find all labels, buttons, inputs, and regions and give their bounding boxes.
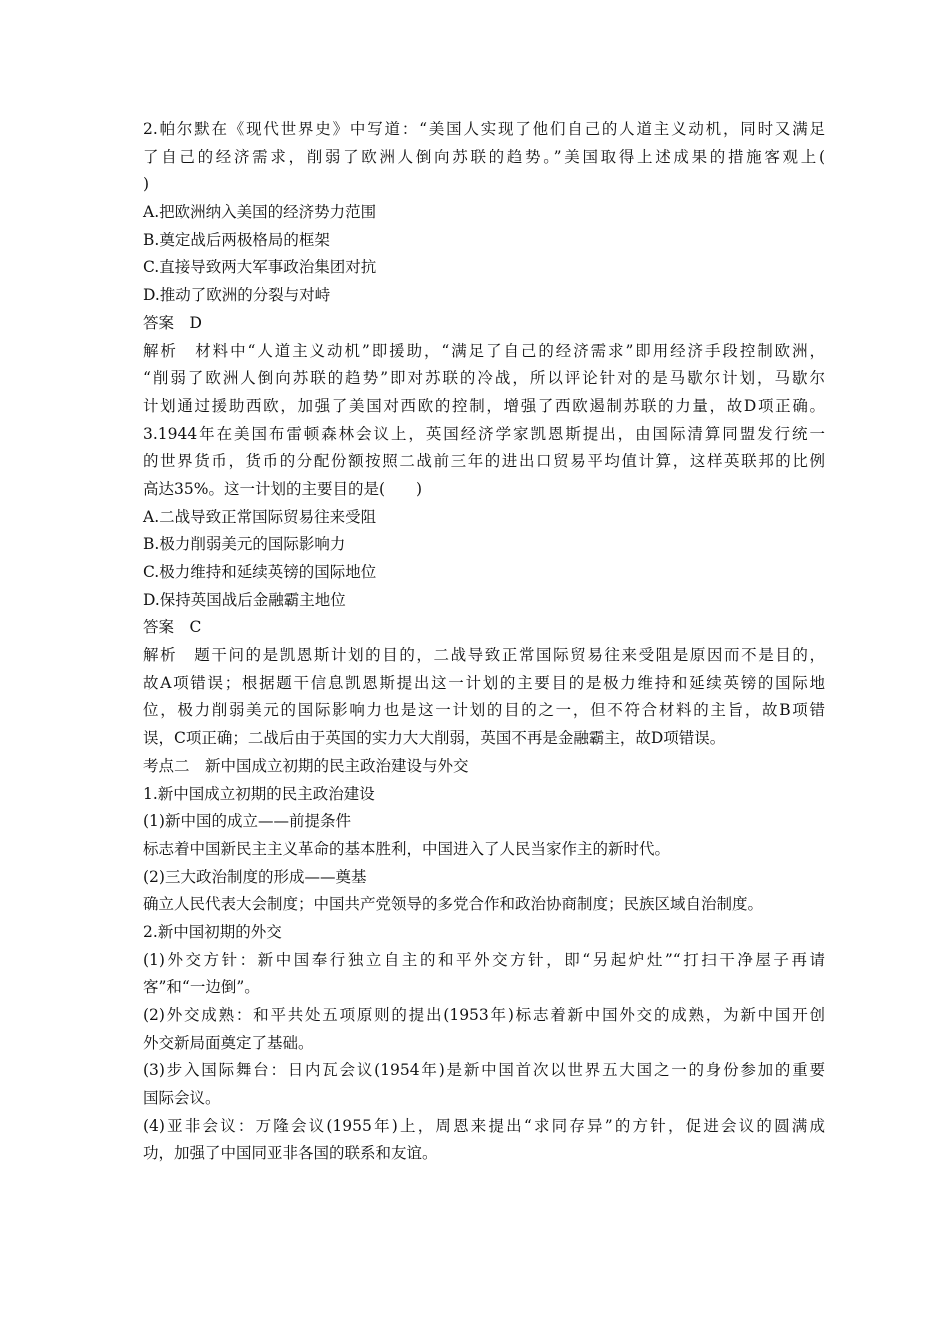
subheading: 1.新中国成立初期的民主政治建设 <box>143 784 375 803</box>
option-c: C.直接导致两大军事政治集团对抗 <box>143 258 377 277</box>
option-b: B.奠定战后两极格局的框架 <box>143 230 330 249</box>
option-a: A.二战导致正常国际贸易往来受阻 <box>143 507 377 526</box>
option-c: C.极力维持和延续英镑的国际地位 <box>143 563 377 581</box>
text-line: 国际会议。 <box>143 1089 221 1108</box>
text-line: ) <box>143 175 150 194</box>
text-line: 确立人民代表大会制度；中国共产党领导的多党合作和政治协商制度；民族区域自治制度。 <box>143 895 764 914</box>
explanation-line: 解析 题干问的是凯恩斯计划的目的，二战导致正常国际贸易往来受阻是原因而不是目的， <box>143 646 825 665</box>
explanation-line: 误，C项正确；二战后由于英国的实力大大削弱，英国不再是金融霸主，故D项错误。 <box>143 729 726 748</box>
option-a: A.把欧洲纳入美国的经济势力范围 <box>143 203 377 222</box>
document-page <box>143 116 825 1168</box>
text-line: 高达35%。这一计划的主要目的是( ) <box>143 479 423 498</box>
text-line: 3.1944年在美国布雷顿森林会议上，英国经济学家凯恩斯提出，由国际清算同盟发行统一 <box>143 424 825 443</box>
text-line: 外交新局面奠定了基础。 <box>143 1033 314 1052</box>
answer: 答案 D <box>143 313 202 332</box>
option-d: D.保持英国战后金融霸主地位 <box>143 590 346 609</box>
text-line: 标志着中国新民主主义革命的基本胜利，中国进入了人民当家作主的新时代。 <box>143 839 671 858</box>
text-line: (3)步入国际舞台：日内瓦会议(1954年)是新中国首次以世界五大国之一的身份参加的重要 <box>143 1061 825 1080</box>
text-line: 2.帕尔默在《现代世界史》中写道：“美国人实现了他们自己的人道主义动机，同时又满足 <box>143 120 825 138</box>
text-line: (2)外交成熟：和平共处五项原则的提出(1953年)标志着新中国外交的成熟，为新中国开创 <box>143 1006 825 1024</box>
answer: 答案 C <box>143 618 202 637</box>
option-d: D.推动了欧洲的分裂与对峙 <box>143 286 331 305</box>
subheading: (2)三大政治制度的形成——奠基 <box>143 867 367 886</box>
explanation-line: 位，极力削弱美元的国际影响力也是这一计划的目的之一，但不符合材料的主旨，故B项错 <box>143 701 825 720</box>
text-line: (1)外交方针：新中国奉行独立自主的和平外交方针，即“另起炉灶”“打扫干净屋子再请 <box>143 950 825 969</box>
explanation-line: 故A项错误；根据题干信息凯恩斯提出这一计划的主要目的是极力维持和延续英镑的国际地 <box>143 673 825 692</box>
text-line: 了自己的经济需求，削弱了欧洲人倒向苏联的趋势。”美国取得上述成果的措施客观上( <box>143 147 825 166</box>
text-line: 功，加强了中国同亚非各国的联系和友谊。 <box>143 1144 438 1163</box>
text-line: 客”和“一边倒”。 <box>143 978 260 997</box>
explanation-line: 解析 材料中“人道主义动机”即援助，“满足了自己的经济需求”即用经济手段控制欧洲， <box>143 341 825 360</box>
explanation-line: “削弱了欧洲人倒向苏联的趋势”即对苏联的冷战，所以评论针对的是马歇尔计划，马歇尔 <box>143 369 825 388</box>
explanation-line: 计划通过援助西欧，加强了美国对西欧的控制，增强了西欧遏制苏联的力量，故D项正确。 <box>143 396 825 415</box>
subheading: 2.新中国初期的外交 <box>143 922 282 941</box>
text-line: (4)亚非会议：万隆会议(1955年)上，周恩来提出“求同存异”的方针，促进会议的圆满成 <box>143 1116 825 1135</box>
option-b: B.极力削弱美元的国际影响力 <box>143 535 346 554</box>
section-heading: 考点二 新中国成立初期的民主政治建设与外交 <box>143 756 469 775</box>
text-line: 的世界货币，货币的分配份额按照二战前三年的进出口贸易平均值计算，这样英联邦的比例 <box>143 452 825 471</box>
subheading: (1)新中国的成立——前提条件 <box>143 812 351 831</box>
